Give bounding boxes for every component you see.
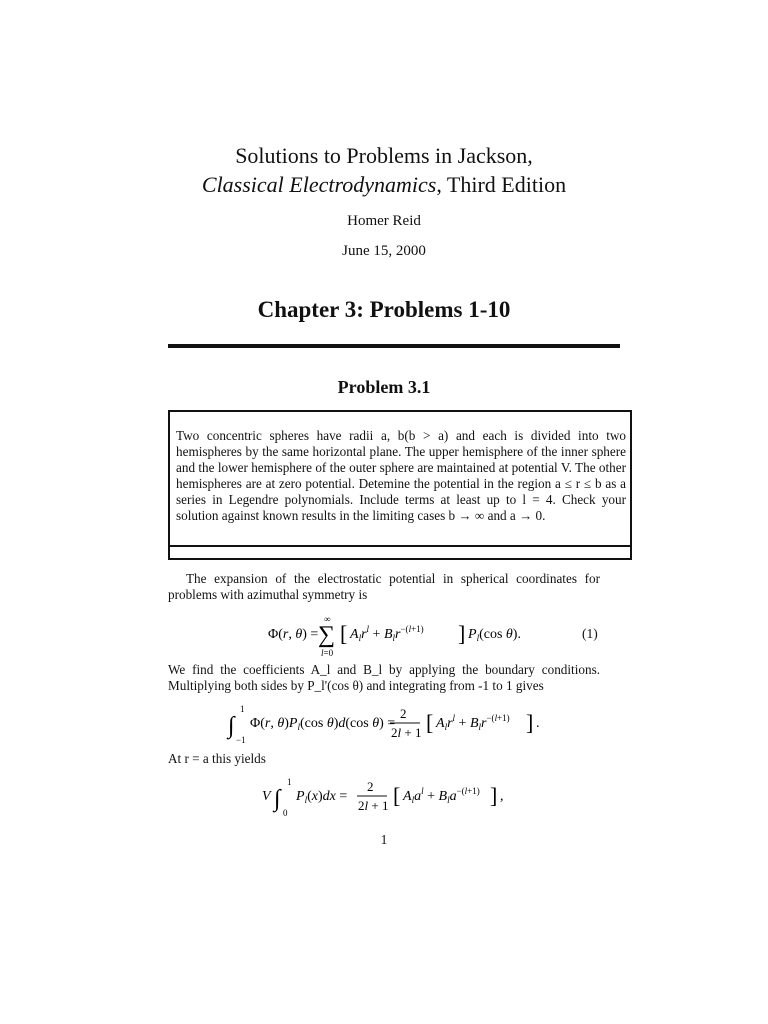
svg-text:0: 0 <box>283 808 288 818</box>
svg-text:2l + 1: 2l + 1 <box>358 798 389 813</box>
problem-statement-box <box>168 410 632 560</box>
chapter-divider <box>168 344 620 348</box>
page-number: 1 <box>380 832 388 847</box>
equation-1-number: (1) <box>582 626 598 641</box>
svg-text:]: ] <box>458 621 466 646</box>
svg-text:[: [ <box>426 710 434 735</box>
svg-text:2: 2 <box>367 779 374 794</box>
paragraph-expansion: The expansion of the electrostatic potential in spherical coordinates for problems with azimuthal symmetry is <box>168 571 600 602</box>
document-title-line2 <box>0 172 768 198</box>
svg-text:[: [ <box>393 783 401 808</box>
paragraph-coefficients: We find the coefficients A_l and B_l by applying the boundary conditions. Multiplying both sides by P_l'(cos θ) and integrating from -1 to 1 gives <box>168 662 600 693</box>
chapter-title: Chapter 3: Problems 1-10 <box>257 297 511 322</box>
svg-text:l=0: l=0 <box>321 648 334 658</box>
svg-text:∫: ∫ <box>274 786 281 812</box>
svg-text:V: V <box>262 789 271 804</box>
svg-text:.: . <box>536 716 540 731</box>
svg-text:−1: −1 <box>236 735 246 745</box>
svg-text:1: 1 <box>240 704 245 714</box>
svg-text:1: 1 <box>287 777 292 787</box>
problem-heading: Problem 3.1 <box>337 377 431 397</box>
equation-3 <box>262 776 512 820</box>
svg-text:Pl(cos θ).: $P_l(\cos$ θ). <box>468 627 521 643</box>
svg-text:Φ(r, θ)Pl(cos θ)d(cos θ) =: Φ(r, $\theta)P_l(\cos$ θ)d(cos θ) = <box>250 716 396 732</box>
svg-text:]: ] <box>526 710 534 735</box>
svg-text:2: 2 <box>400 706 407 721</box>
svg-text:Pl(x)dx =: $P_l(x)dx$ = <box>296 789 348 805</box>
problem-box-divider <box>170 545 630 547</box>
document-date: June 15, 2000 <box>342 243 426 259</box>
paragraph-at-r-equals-a: At r = a this yields <box>168 751 266 766</box>
svg-text:∑: ∑ <box>318 622 336 648</box>
svg-text:Alal + Bla−(l+1): $A_la^l + B_la^{-(l+1)}$ <box>403 786 480 805</box>
problem-statement: Two concentric spheres have radii a, b(b > a) and each is divided into two hemispheres by the same horizontal plane. The upper hemisphere of the inner sphere and the lower hemisphere of the outer sphere are maintained at potential V. The other hemispheres are at zero potential. Detemine the potential in the region a ≤ r ≤ b as a series in Legendre polynomials. Include terms at least up to l = 4. Check your solution against known results in the limiting cases b → ∞ and a → 0. <box>176 428 626 523</box>
document-title-line1: Solutions to Problems in Jackson, <box>235 143 533 168</box>
svg-text:Φ(r, θ) =: Φ(r, θ) = <box>268 627 319 642</box>
svg-text:Alrl + Blr−(l+1): $A_lr^l + B_lr^{-(l+1)}$ <box>436 713 510 732</box>
svg-text:∫: ∫ <box>228 713 235 739</box>
svg-text:,: , <box>500 789 504 804</box>
author-name: Homer Reid <box>347 213 421 229</box>
svg-text:∞: ∞ <box>324 614 331 624</box>
svg-text:[: [ <box>340 621 348 646</box>
svg-text:]: ] <box>490 783 498 808</box>
book-title: Classical Electrodynamics <box>201 172 437 197</box>
equation-2 <box>228 703 558 747</box>
edition-text: , Third Edition <box>436 172 567 197</box>
equation-1 <box>268 614 521 660</box>
svg-text:2l + 1: 2l + 1 <box>391 725 422 740</box>
svg-text:Alrl + Blr−(l+1): $A_lr^l + B_lr^{-(l+1)}$ <box>350 624 424 643</box>
